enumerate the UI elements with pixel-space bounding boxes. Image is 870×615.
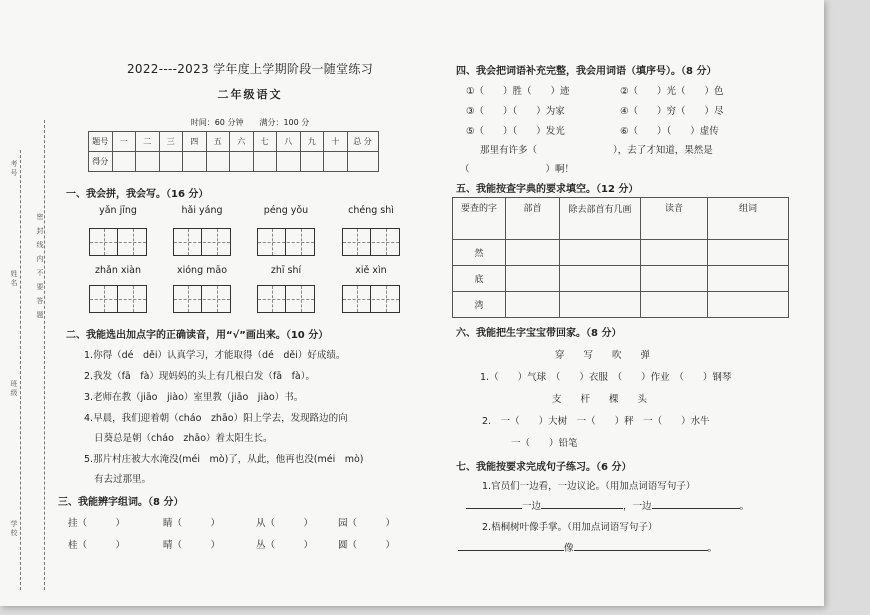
score-cell[interactable]	[277, 152, 301, 172]
dict-cell[interactable]	[506, 266, 560, 292]
word-pair: 从（ ）	[256, 518, 314, 529]
sec5-title: 五、我能按查字典的要求填空。（12 分）	[456, 184, 639, 195]
sec6-q2a: 2. 一（ ）大树 一（ ）秤 一（ ）水牛	[482, 416, 710, 427]
score-cell[interactable]	[253, 152, 277, 172]
sec2-q3: 3.老师在教（jiāo jiào）室里教（jiāo jiào）书。	[84, 392, 304, 403]
sec2-q4b: 日葵总是朝（cháo zhāo）着太阳生长。	[94, 433, 273, 444]
score-cell[interactable]	[324, 152, 348, 172]
score-table-header-row	[89, 132, 379, 152]
score-cell[interactable]	[112, 152, 136, 172]
word-pair: 圆（ ）	[338, 540, 396, 551]
score-header-cell: 四	[183, 132, 207, 152]
sec3-title: 三、我能辨字组词。（8 分）	[58, 497, 184, 508]
dict-header-cell: 部首	[506, 198, 560, 240]
dict-cell[interactable]	[708, 240, 789, 266]
pinyin: xióng māo	[176, 265, 228, 276]
dict-row	[453, 292, 789, 318]
exam-title: 2022----2023 学年度上学期阶段一随堂练习	[126, 62, 373, 76]
word-yibian: 一边	[522, 501, 542, 512]
dict-cell[interactable]	[708, 292, 789, 318]
sec6-chars1: 穿 写 吹 弹	[555, 350, 651, 361]
sec2-q1: 1.你得（dé děi）认真学习，才能取得（dé děi）好成绩。	[84, 350, 346, 361]
sec2-q5a: 5.那片村庄被大水淹没(méi mò)了，从此，他再也没(méi mò)	[84, 454, 364, 465]
seal-line-outer	[20, 150, 21, 590]
word-pair: 睛（ ）	[163, 518, 221, 529]
dict-char: 湾	[453, 292, 506, 318]
answer-blank[interactable]	[541, 508, 623, 509]
idiom-item: ⑤（ ）（ ）发光	[466, 126, 565, 137]
score-cell[interactable]	[183, 152, 207, 172]
dict-cell[interactable]	[641, 292, 708, 318]
margin-xingming: 姓名	[10, 270, 18, 287]
margin-seal-text: 密 封 线 内 不 要 答 题	[36, 213, 44, 319]
sec7-q1: 1.官员们一边看，一边议论。（用加点词语写句子）	[482, 481, 696, 492]
tianzige-box[interactable]	[257, 228, 315, 256]
dict-cell[interactable]	[708, 266, 789, 292]
tianzige-box[interactable]	[173, 228, 231, 256]
word-pair: 桂（ ）	[68, 540, 126, 551]
dict-header-row	[453, 198, 789, 240]
score-header-cell: 题号	[89, 132, 113, 152]
sec6-chars2: 支 杆 棵 头	[552, 394, 648, 405]
score-header-cell: 十	[324, 132, 348, 152]
score-header-cell: 总 分	[347, 132, 378, 152]
word-pair: 丛（ ）	[256, 540, 314, 551]
idiom-item: ⑥（ ）（ ）虚传	[620, 126, 719, 137]
pinyin: yǎn jīng	[99, 205, 137, 216]
margin-banji: 班级	[10, 380, 18, 397]
idiom-item: ②（ ）光（ ）色	[620, 86, 724, 97]
tianzige-box[interactable]	[342, 228, 400, 256]
score-header-cell: 七	[253, 132, 277, 152]
dict-cell[interactable]	[506, 292, 560, 318]
sec4-question-a: 那里有许多（ ），去了才知道，果然是	[480, 145, 713, 156]
word-pair: 挂（ ）	[68, 518, 126, 529]
answer-blank[interactable]	[574, 550, 708, 551]
seal-line-inner	[44, 120, 45, 590]
tianzige-box[interactable]	[173, 285, 231, 313]
dictionary-table	[452, 197, 789, 318]
sec7-q1-answer: 一边 ，一边 。	[466, 498, 749, 512]
dict-cell[interactable]	[560, 292, 641, 318]
sec7-q2: 2.梧桐树叶像手掌。（用加点词语写句子）	[482, 522, 658, 533]
dict-char: 然	[453, 240, 506, 266]
word-xiang: 像	[564, 543, 574, 554]
dict-cell[interactable]	[641, 240, 708, 266]
dict-header-cell: 组词	[708, 198, 789, 240]
pinyin: zhī shí	[270, 265, 302, 276]
sec2-q4a: 4.早晨，我们迎着朝（cháo zhāo）阳上学去，发现路边的向	[84, 413, 348, 424]
dict-cell[interactable]	[641, 266, 708, 292]
sec7-title: 七、我能按要求完成句子练习。（6 分）	[456, 462, 632, 473]
pinyin: zhǎn xiàn	[95, 265, 141, 276]
tianzige-box[interactable]	[89, 285, 147, 313]
dict-header-cell: 读音	[641, 198, 708, 240]
dict-row	[453, 240, 789, 266]
score-table-score-row	[89, 152, 379, 172]
sec6-title: 六、我能把生字宝宝带回家。（8 分）	[456, 328, 622, 339]
pinyin: hǎi yáng	[181, 205, 223, 216]
score-cell[interactable]	[300, 152, 324, 172]
score-table	[88, 131, 379, 172]
sec2-q5b: 有去过那里。	[94, 474, 152, 485]
exam-subtitle: 二年级语文	[217, 88, 283, 101]
sec7-q2-answer: 像 。	[458, 540, 717, 554]
score-cell[interactable]	[347, 152, 378, 172]
dict-header-cell: 要查的字	[453, 198, 506, 240]
sec2-title: 二、我能选出加点字的正确读音，用“√”画出来。（10 分）	[66, 330, 329, 341]
sec1-title: 一、我会拼，我会写。（16 分）	[66, 189, 209, 200]
score-header-cell: 九	[300, 132, 324, 152]
score-header-cell: 五	[206, 132, 230, 152]
pinyin: péng yǒu	[263, 205, 309, 216]
word-pair: 园（ ）	[338, 518, 396, 529]
dict-cell[interactable]	[506, 240, 560, 266]
dict-cell[interactable]	[560, 266, 641, 292]
margin-xuexiao: 学校	[10, 520, 18, 537]
dict-row	[453, 266, 789, 292]
sec6-q2b: 一（ ）铅笔	[511, 438, 578, 449]
sec6-q1: 1.（ ）气球 （ ）衣服 （ ）作业 （ ）钢琴	[480, 372, 732, 383]
word-pair: 晴（ ）	[163, 540, 221, 551]
answer-blank[interactable]	[458, 550, 564, 551]
score-cell[interactable]	[230, 152, 254, 172]
answer-blank[interactable]	[652, 508, 740, 509]
score-cell[interactable]	[136, 152, 160, 172]
score-header-cell: 六	[230, 132, 254, 152]
sec4-title: 四、我会把词语补充完整，我会用词语（填序号）。（8 分）	[456, 66, 717, 77]
dict-header-cell: 除去部首有几画	[560, 198, 641, 240]
sec4-question-b: （ ）啊！	[460, 164, 575, 175]
tianzige-box[interactable]	[257, 285, 315, 313]
pinyin: xiě xìn	[355, 265, 387, 276]
time-info: 时间：60 分钟 满分：100 分	[190, 118, 310, 127]
tianzige-box[interactable]	[89, 228, 147, 256]
word-yibian-2: ，一边	[623, 501, 652, 512]
dict-char: 底	[453, 266, 506, 292]
answer-blank[interactable]	[466, 508, 522, 509]
idiom-item: ①（ ）胜（ ）迹	[466, 86, 570, 97]
tianzige-box[interactable]	[342, 285, 400, 313]
score-header-cell: 三	[159, 132, 183, 152]
score-row-label: 得分	[89, 152, 113, 172]
margin-kaohao: 考号	[10, 160, 18, 177]
score-header-cell: 八	[277, 132, 301, 152]
pinyin: chéng shì	[348, 205, 394, 216]
score-cell[interactable]	[159, 152, 183, 172]
dict-cell[interactable]	[560, 240, 641, 266]
sec2-q2: 2.我发（fā fà）现妈妈的头上有几根白发（fā fà）。	[84, 371, 315, 382]
score-header-cell: 一	[112, 132, 136, 152]
score-header-cell: 二	[136, 132, 160, 152]
idiom-item: ③（ ）（ ）为家	[466, 106, 565, 117]
idiom-item: ④（ ）穷（ ）尽	[620, 106, 724, 117]
score-cell[interactable]	[206, 152, 230, 172]
